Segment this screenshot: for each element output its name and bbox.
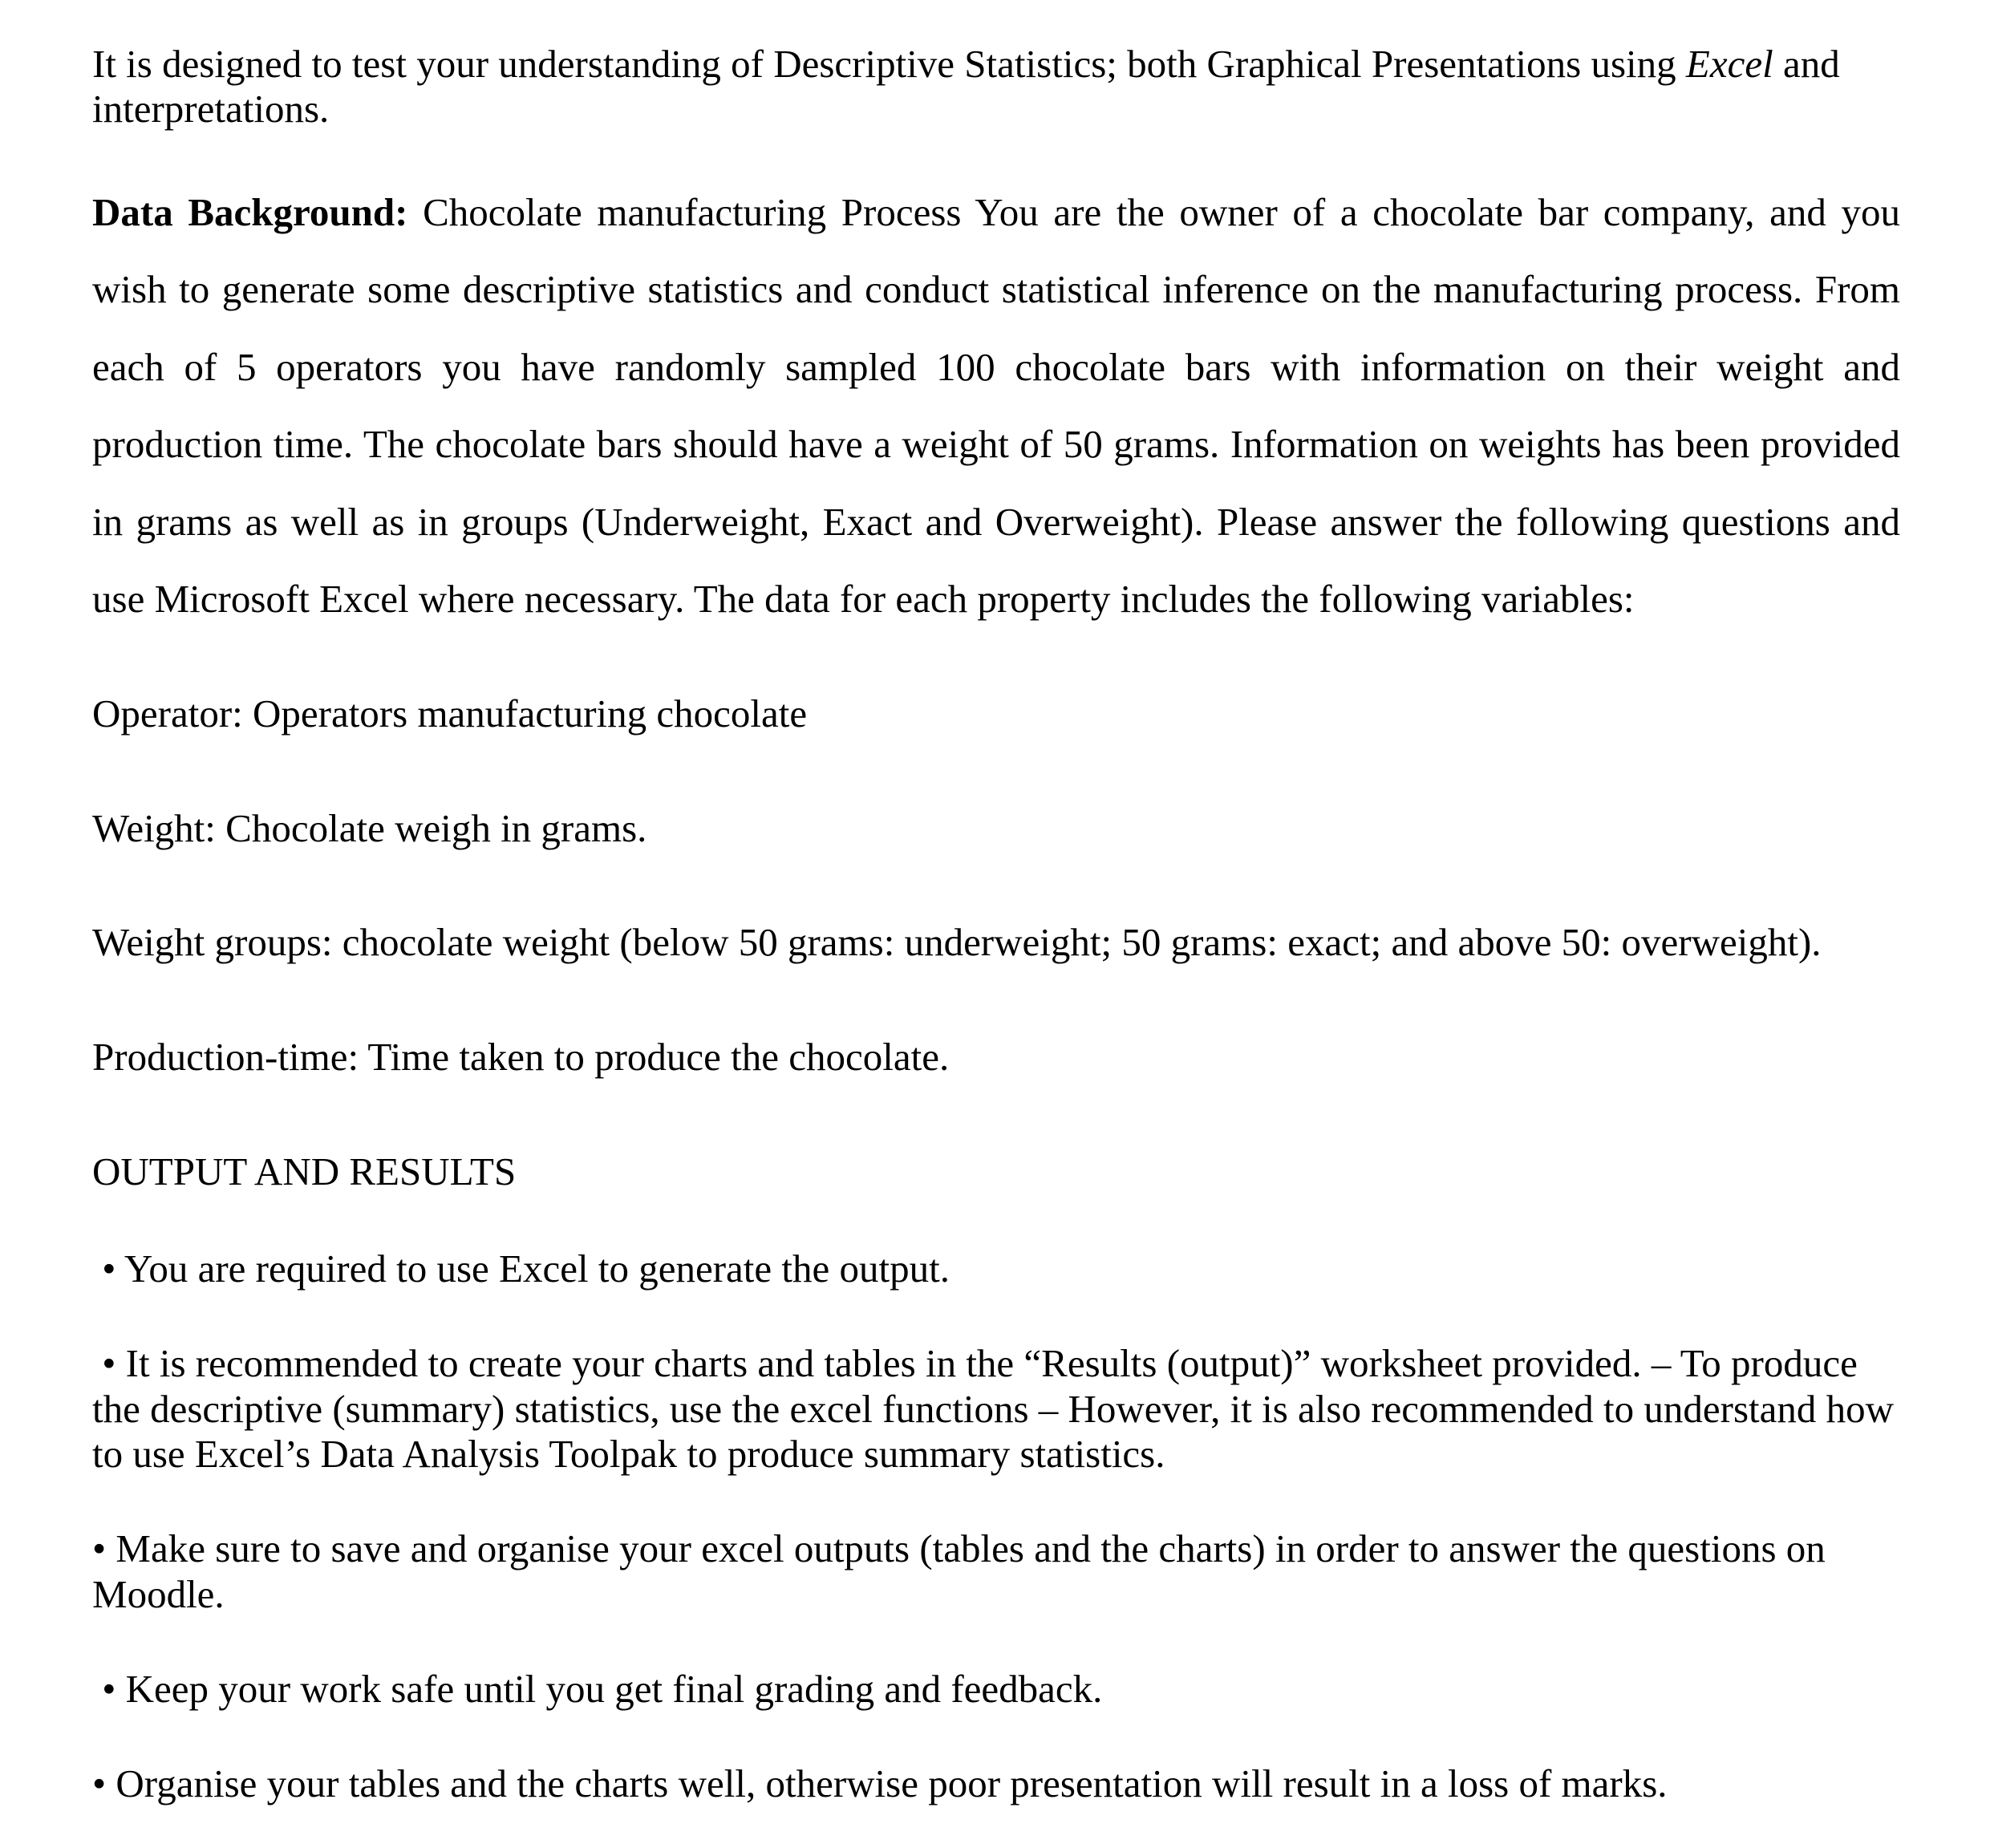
document-page: [92, 42, 1904, 1807]
data-background-label: Data Background:: [92, 189, 408, 234]
output-results-heading: OUTPUT AND RESULTS: [92, 1149, 517, 1194]
intro-italic-word: Excel: [1685, 42, 1773, 86]
bullet-use-excel: • You are required to use Excel to generate the output.: [92, 1246, 950, 1291]
variable-production-time: Production-time: Time taken to produce the chocolate.: [92, 1035, 950, 1080]
intro-paragraph: [92, 42, 1900, 132]
intro-text-after: and interpretations.: [92, 42, 1840, 132]
data-background-paragraph: [92, 174, 1900, 638]
bullet-keep-work-safe: • Keep your work safe until you get final grading and feedback.: [92, 1666, 1103, 1711]
variable-weight-groups: Weight groups: chocolate weight (below 50 grams: underweight; 50 grams: exact; and above 50: overweight).: [92, 920, 1822, 965]
variable-operator: Operator: Operators manufacturing chocolate: [92, 691, 808, 736]
data-background-body: Chocolate manufacturing Process You are the owner of a chocolate bar company, and you wish to generate some descriptive statistics and conduct statistical inference on the manufacturing process. From each of 5 operators you have randomly sampled 100 chocolate bars with information on their weight and production time. The chocolate bars should have a weight of 50 grams. Information on weights has been provided in grams as well as in groups (Underweight, Exact and Overweight). Please answer the following questions and use Microsoft Excel where necessary. The data for each property includes the following variables:: [92, 189, 1901, 622]
intro-text-before: It is designed to test your understanding of Descriptive Statistics; both Graphical Presentations using: [92, 42, 1686, 86]
bullet-save-organise: • Make sure to save and organise your excel outputs (tables and the charts) in order to answer the questions on Moodle.: [92, 1526, 1836, 1616]
bullet-results-worksheet: • It is recommended to create your charts and tables in the “Results (output)” worksheet provided. – To produce the descriptive (summary) statistics, use the excel functions – However, it is also recommended to understand how to use Excel’s Data Analysis Toolpak to produce summary statistics.: [92, 1341, 1904, 1476]
bullet-organise-tables: • Organise your tables and the charts well, otherwise poor presentation will result in a loss of marks.: [92, 1761, 1668, 1806]
variable-weight: Weight: Chocolate weigh in grams.: [92, 805, 647, 850]
